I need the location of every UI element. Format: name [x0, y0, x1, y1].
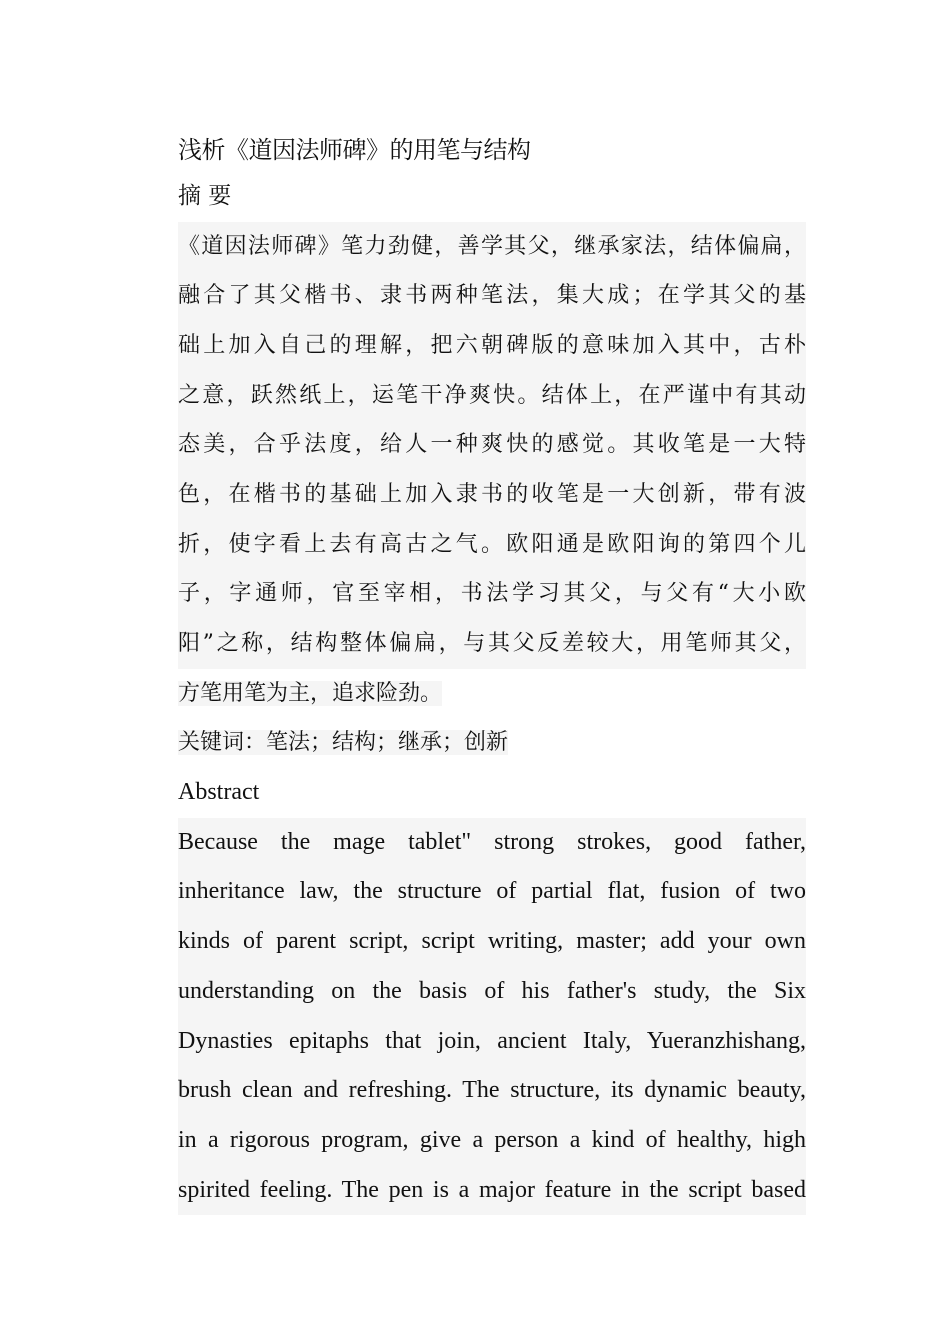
abstract-cn-line: 色，在楷书的基础上加入隶书的收笔是一大创新，带有波 — [178, 470, 806, 520]
abstract-heading: 摘 要 — [178, 183, 232, 209]
abstract-en-line: in a rigorous program, give a person a kind of healthy, high — [178, 1116, 806, 1166]
abstract-en-heading: Abstract — [178, 779, 260, 806]
abstract-cn-line: 之意，跃然纸上，运笔干净爽快。结体上，在严谨中有其动 — [178, 371, 806, 421]
abstract-cn-line: 子，字通师，官至宰相，书法学习其父，与父有“大小欧 — [178, 569, 806, 619]
abstract-en-line: brush clean and refreshing. The structure, its dynamic beauty, — [178, 1066, 806, 1116]
abstract-en-line: Because the mage tablet" strong strokes, good father, — [178, 818, 806, 868]
abstract-en-line: Dynasties epitaphs that join, ancient Italy, Yueranzhishang, — [178, 1017, 806, 1067]
keywords — [178, 718, 806, 768]
abstract-cn-line: 融合了其父楷书、隶书两种笔法，集大成；在学其父的基 — [178, 271, 806, 321]
abstract-english — [178, 818, 806, 1216]
document-title: 浅析《道因法师碑》的用笔与结构 — [178, 136, 531, 164]
abstract-en-line: kinds of parent script, script writing, master; add your own — [178, 917, 806, 967]
abstract-en-line: inheritance law, the structure of partial flat, fusion of two — [178, 867, 806, 917]
keywords-text: 关键词：笔法；结构；继承；创新 — [178, 730, 509, 756]
abstract-cn-line: 折，使字看上去有高古之气。欧阳通是欧阳询的第四个儿 — [178, 520, 806, 570]
abstract-cn-line: 阳”之称，结构整体偏扁，与其父反差较大，用笔师其父， — [178, 619, 806, 669]
document-page — [178, 128, 806, 1215]
abstract-cn-line: 础上加入自己的理解，把六朝碑版的意味加入其中，古朴 — [178, 321, 806, 371]
abstract-en-line: spirited feeling. The pen is a major feature in the script based — [178, 1166, 806, 1216]
abstract-cn-last-text: 方笔用笔为主，追求险劲。 — [178, 680, 443, 706]
abstract-cn-line — [178, 669, 806, 719]
abstract-en-line: understanding on the basis of his father's study, the Six — [178, 967, 806, 1017]
abstract-cn-line: 《道因法师碑》笔力劲健，善学其父，继承家法，结体偏扁， — [178, 222, 806, 272]
abstract-chinese — [178, 222, 806, 719]
abstract-cn-line: 态美，合乎法度，给人一种爽快的感觉。其收笔是一大特 — [178, 420, 806, 470]
